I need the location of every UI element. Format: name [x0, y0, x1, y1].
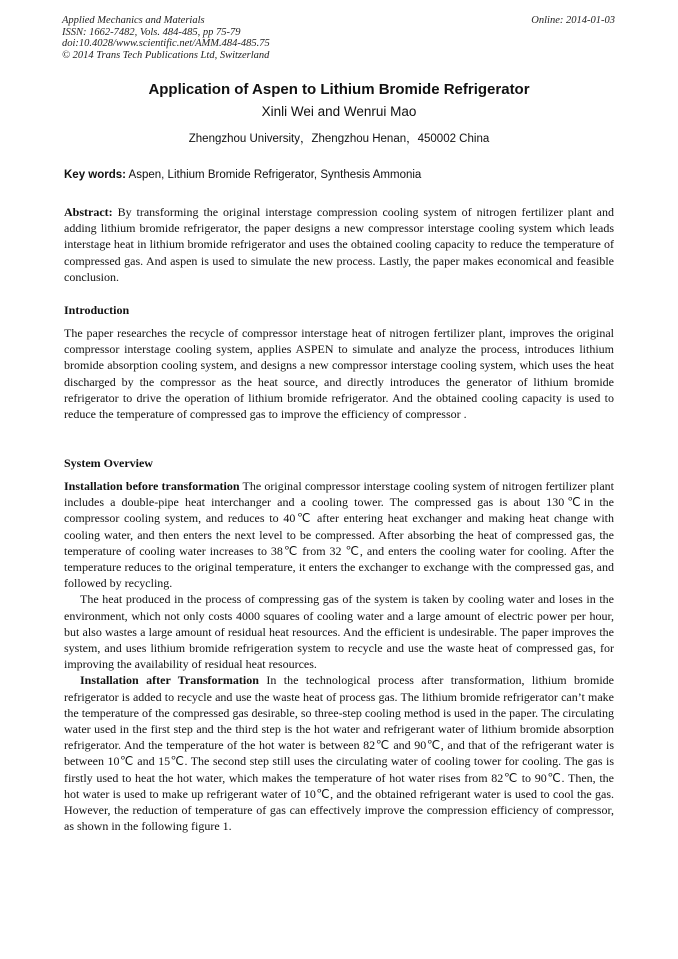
- doi-line: doi:10.4028/www.scientific.net/AMM.484-485.75: [62, 38, 270, 49]
- system-overview-section: [64, 478, 614, 834]
- copyright-line: © 2014 Trans Tech Publications Ltd, Switzerland: [62, 49, 270, 61]
- paper-affiliation: Zhengzhou University，Zhengzhou Henan，450002 China: [188, 133, 490, 145]
- before-transformation-paragraph: [64, 478, 614, 591]
- journal-header: [62, 15, 270, 61]
- abstract: [64, 204, 614, 285]
- waste-heat-paragraph: The heat produced in the process of compressing gas of the system is taken by cooling water and loses in the environment, which not only costs 4000 squares of cooling water and a large amount of electric power per hour, but also wastes a large amount of residual heat resources. And the efficient is undesirable. The paper improves the system, and uses lithium bromide refrigeration system to recycle and use the waste heat of compressed gas, for improving the availability of residual heat resources.: [64, 592, 614, 672]
- introduction-section: [64, 325, 614, 422]
- system-overview-heading: System Overview: [64, 456, 153, 470]
- keywords-text: Aspen, Lithium Bromide Refrigerator, Synthesis Ammonia: [126, 169, 422, 181]
- paper-authors: Xinli Wei and Wenrui Mao: [261, 104, 417, 119]
- paper-title: Application of Aspen to Lithium Bromide Refrigerator: [148, 81, 530, 98]
- introduction-heading: Introduction: [64, 303, 130, 317]
- issn-line: ISSN: 1662-7482, Vols. 484-485, pp 75-79: [62, 26, 241, 38]
- before-transformation-label: Installation before transformation: [64, 479, 240, 493]
- abstract-text: By transforming the original interstage compression cooling system of nitrogen fertilizer plant and adding lithium bromide refrigerator, the paper designs a new compressor interstage cooling system which leads interstage heat in lithium bromide refrigerator and uses the obtained cooling capacity to reduce the temperature of compressed gas. And aspen is used to simulate the new process. Lastly, the paper makes economical and feasible conclusion.: [64, 205, 614, 284]
- after-transformation-paragraph: [64, 672, 614, 834]
- online-date: Online: 2014-01-03: [531, 15, 615, 26]
- introduction-text: The paper researches the recycle of compressor interstage heat of nitrogen fertilizer plant, improves the original compressor interstage cooling system, applies ASPEN to simulate and analyze the process, introduces lithium bromide absorption cooling system, and designs a new compressor interstage cooling system, which uses the heat discharged by the compressor as the heat source, and directly introduces the generator of lithium bromide refrigerator to drive the operation of lithium bromide refrigerator. And the obtained cooling capacity is used to reduce the temperature of compressed gas to improve the efficiency of compressor .: [64, 326, 614, 422]
- after-transformation-text: In the technological process after transformation, lithium bromide refrigerator is added to recycle and use the waste heat of process gas. The lithium bromide refrigerator can’t make the temperature of the compressed gas desirable, so three-step cooling method is used in the paper. The circulating water used in the first step and the third step is the hot water and refrigerant water of lithium bromide absorption refrigerator. And the temperature of the hot water is between 82℃ and 90℃, and that of the refrigerant water is between 10℃ and 15℃. The second step still uses the circulating water of cooling tower for cooling. The gas is firstly used to heat the hot water, which makes the temperature of hot water rises from 82℃ to 90℃. Then, the hot water is used to make up refrigerant water of 10℃, and the obtained refrigerant water is used to cool the gas. However, the reduction of temperature of gas can effectively improve the compression efficiency of compressor, as shown in the following figure 1.: [64, 673, 614, 834]
- keywords-label: Key words:: [64, 169, 126, 181]
- after-transformation-label: Installation after Transformation: [80, 673, 259, 688]
- before-transformation-text: The original compressor interstage cooling system of nitrogen fertilizer plant includes a double-pipe heat interchanger and a cooling tower. The compressed gas is about 130℃in the compressor cooling system, and reduces to 40℃ after entering heat exchanger and making heat change with cooling water, and then enters the next level to be compressed. After absorbing the heat of compressed gas, the temperature of cooling water increases to 38℃ from 32 ℃, and enters the cooling water for cooling. After the temperature reduces to the original temperature, it enters the exchanger to exchange with the compressed gas, and followed by recycling.: [64, 479, 614, 591]
- abstract-label: Abstract:: [64, 205, 113, 219]
- keywords: [64, 168, 616, 182]
- journal-name: Applied Mechanics and Materials: [62, 15, 205, 26]
